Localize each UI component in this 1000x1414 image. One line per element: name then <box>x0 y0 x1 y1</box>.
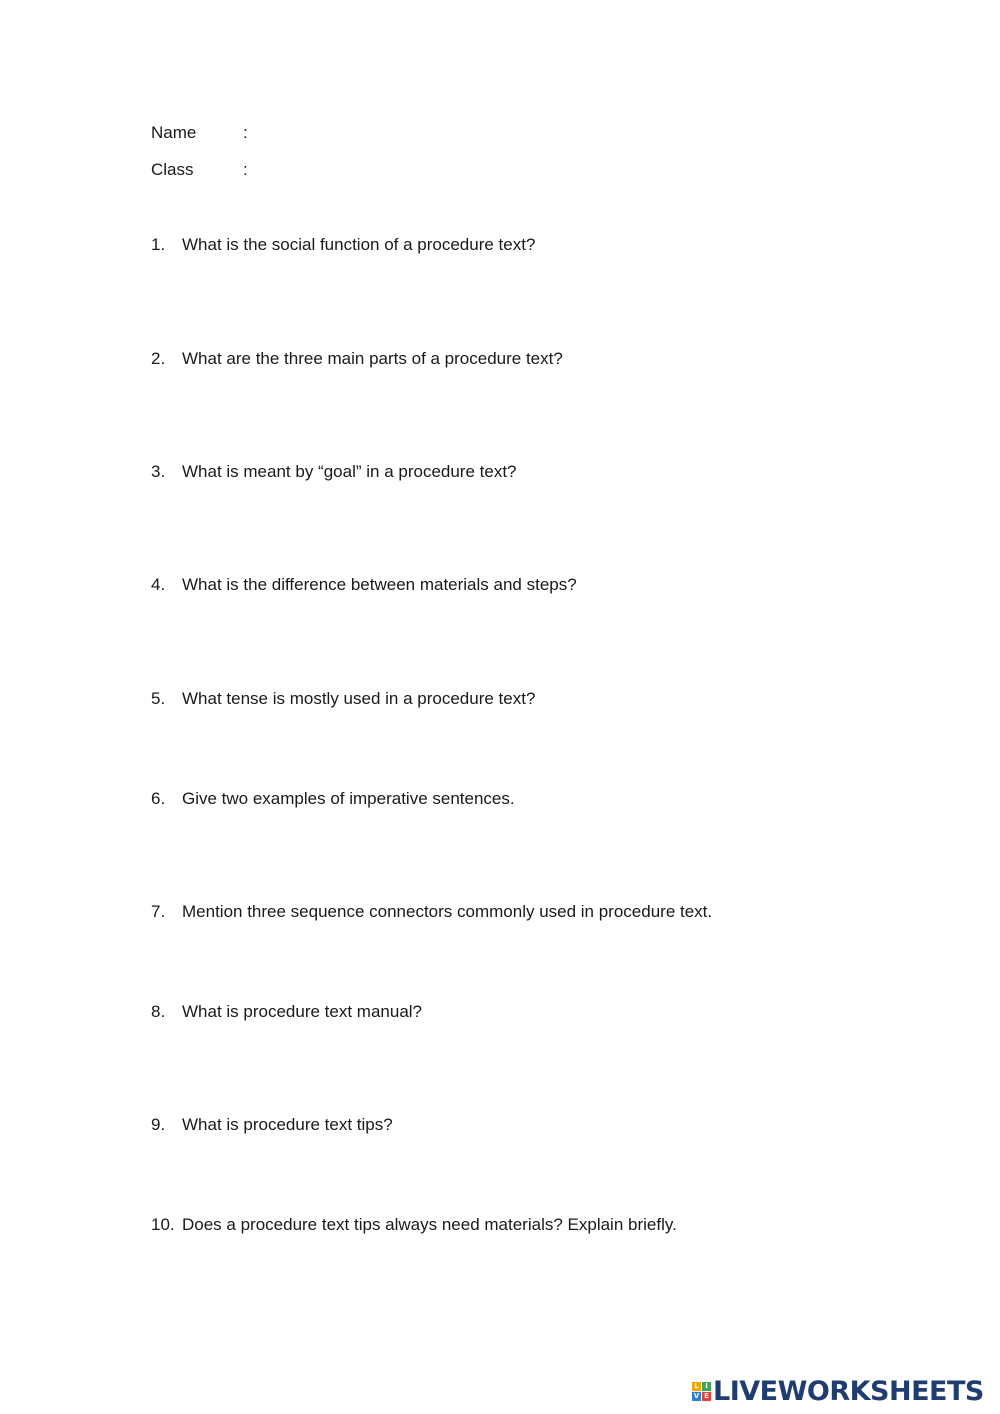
question-text: What is the social function of a procedure text? <box>182 235 536 254</box>
logo-square-icon: I <box>702 1382 711 1391</box>
question-text: What is the difference between materials and steps? <box>182 575 577 594</box>
question-text: Give two examples of imperative sentences. <box>182 789 515 808</box>
question-3 <box>151 461 517 483</box>
question-8 <box>151 1001 422 1023</box>
name-colon: : <box>243 123 248 142</box>
logo-square-icon: L <box>692 1382 701 1391</box>
question-text: What is procedure text tips? <box>182 1115 393 1134</box>
question-number: 2. <box>151 349 166 368</box>
question-1 <box>151 234 535 256</box>
question-10 <box>151 1214 677 1236</box>
logo-square-icon: E <box>702 1392 711 1401</box>
question-5 <box>151 688 535 710</box>
logo-square-icon: V <box>693 1391 700 1400</box>
liveworksheets-logo <box>692 1374 984 1408</box>
question-text: Mention three sequence connectors commonly used in procedure text. <box>182 902 713 921</box>
question-text: What tense is mostly used in a procedure text? <box>182 689 536 708</box>
class-colon: : <box>243 160 248 179</box>
question-number: 10. <box>151 1215 175 1234</box>
question-number: 4. <box>151 575 166 594</box>
liveworksheets-logo-icon <box>692 1382 711 1401</box>
question-number: 6. <box>151 789 166 808</box>
question-text: Does a procedure text tips always need materials? Explain briefly. <box>182 1215 677 1234</box>
question-number: 3. <box>151 462 166 481</box>
question-number: 9. <box>151 1115 166 1134</box>
question-7 <box>151 901 712 923</box>
question-number: 8. <box>151 1002 166 1021</box>
question-number: 1. <box>151 235 166 254</box>
question-6 <box>151 788 515 810</box>
question-text: What is meant by “goal” in a procedure text? <box>182 462 517 481</box>
question-text: What is procedure text manual? <box>182 1002 423 1021</box>
name-label: Name <box>151 123 197 142</box>
question-number: 5. <box>151 689 166 708</box>
question-4 <box>151 574 577 596</box>
question-text: What are the three main parts of a procedure text? <box>182 349 563 368</box>
question-9 <box>151 1114 393 1136</box>
question-2 <box>151 348 563 370</box>
question-number: 7. <box>151 902 166 921</box>
class-field <box>151 159 248 181</box>
name-field <box>151 122 248 144</box>
liveworksheets-logo-text: LIVEWORKSHEETS <box>713 1375 984 1407</box>
class-label: Class <box>151 160 194 179</box>
